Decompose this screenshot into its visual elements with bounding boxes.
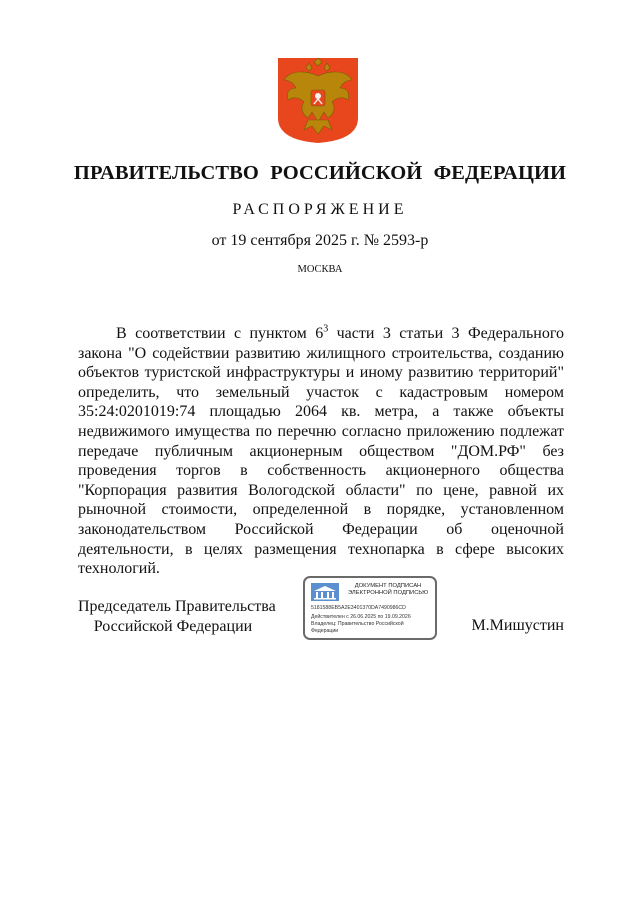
signer-title-line2: Российской Федерации: [93, 618, 253, 635]
electronic-signature-stamp: [303, 576, 437, 640]
signer-title: [78, 597, 276, 637]
body-text-after: части 3 статьи 3 Федерального закона "О содействии развитию жилищного строительства, созданию объектов туристской инфраструктуры и иному развитию территорий" определить, что земельный участок с кадастровым номером 35:24:0201019:74 площадью 2064 кв. метра, а также объекты недвижимого имущества по перечню согласно приложению подлежат передаче публичным акционерным обществом "ДОМ.РФ" без проведения торгов в собственность акционерного общества "Корпорация развития Вологодской области" по цене, равной их рыночной стоимости, определенной в порядке, установленном законодательством Российской Федерации об оценочной деятельности, в целях размещения технопарка в сфере высоких технологий.: [78, 325, 565, 578]
stamp-owner-line2: Федерации: [311, 627, 339, 634]
stamp-title: [343, 583, 433, 598]
body-paragraph: [78, 324, 564, 579]
stamp-title-line1: ДОКУМЕНТ ПОДПИСАН: [354, 583, 422, 589]
russian-coat-of-arms-icon: [276, 56, 360, 144]
document-type: РАСПОРЯЖЕНИЕ: [232, 201, 408, 218]
document-city: МОСКВА: [297, 264, 343, 275]
document-body: [78, 324, 564, 579]
body-superscript: 3: [323, 323, 329, 335]
government-title: ПРАВИТЕЛЬСТВО РОССИЙСКОЙ ФЕДЕРАЦИИ: [73, 162, 567, 184]
stamp-validity: Действителен с 26.06.2025 по 19.09.2026: [311, 614, 411, 620]
stamp-title-line2: ЭЛЕКТРОННОЙ ПОДПИСЬЮ: [347, 590, 429, 597]
signer-title-line1: Председатель Правительства: [78, 598, 276, 615]
stamp-owner-line1: Владелец: Правительство Российской: [311, 621, 404, 627]
stamp-certificate: 5181588EB5A2E3401370DA7490986CD: [311, 605, 406, 611]
government-building-icon: [311, 583, 339, 601]
document-date-number: от 19 сентября 2025 г. № 2593-р: [211, 232, 429, 249]
signer-name: М.Мишустин: [471, 617, 564, 634]
body-text-before: В соответствии с пунктом 6: [116, 325, 324, 342]
stamp-owner: [311, 621, 404, 634]
